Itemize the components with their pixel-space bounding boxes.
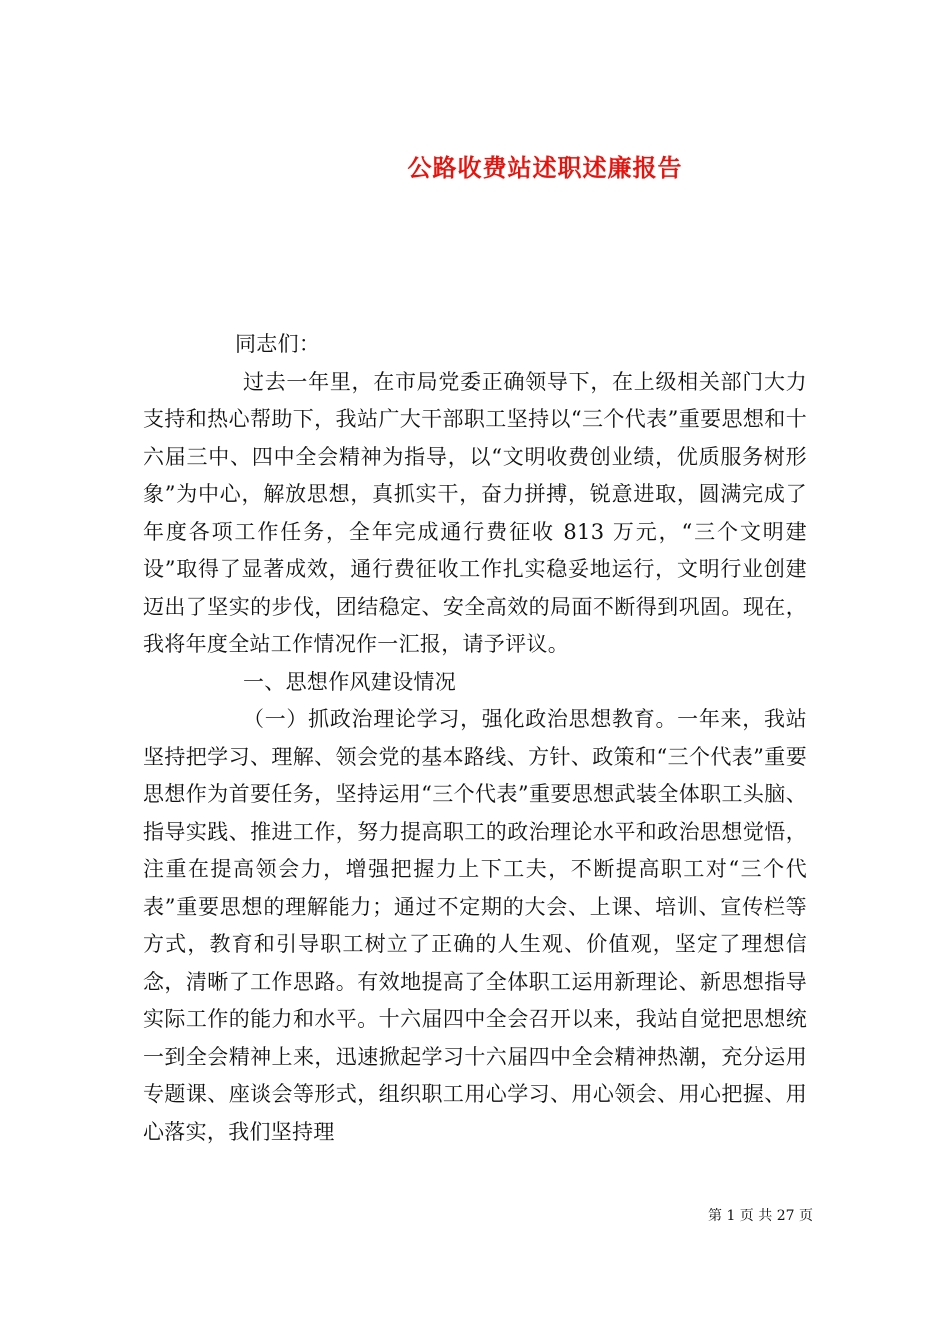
document-body [143, 326, 807, 1151]
document-title: 公路收费站述职述廉报告 [407, 153, 683, 183]
section-heading: 一、思想作风建设情况 [243, 669, 456, 694]
page-number: 第 1 页 共 27 页 [708, 1208, 813, 1224]
section-paragraph: （一）抓政治理论学习，强化政治思想教育。一年来，我站坚持把学习、理解、领会党的基本路线、方针、政策和“三个代表”重要思想作为首要任务，坚持运用“三个代表”重要思想武装全体职工头脑、指导实践、推进工作，努力提高职工的政治理论水平和政治思想觉悟，注重在提高领会力，增强把握力上下工夫，不断提高职工对“三个代表”重要思想的理解能力；通过不定期的大会、上课、培训、宣传栏等方式，教育和引导职工树立了正确的人生观、价值观，坚定了理想信念，清晰了工作思路。有效地提高了全体职工运用新理论、新思想指导实际工作的能力和水平。十六届四中全会召开以来，我站自觉把思想统一到全会精神上来，迅速掀起学习十六届四中全会精神热潮，充分运用专题课、座谈会等形式，组织职工用心学习、用心领会、用心把握、用心落实，我们坚持理 [143, 707, 807, 1144]
intro-paragraph: 过去一年里，在市局党委正确领导下，在上级相关部门大力支持和热心帮助下，我站广大干部职工坚持以“三个代表”重要思想和十六届三中、四中全会精神为指导，以“文明收费创业绩，优质服务树形象”为中心，解放思想，真抓实干，奋力拼搏，锐意进取，圆满完成了年度各项工作任务，全年完成通行费征收 813 万元，“三个文明建设”取得了显著成效，通行费征收工作扎实稳妥地运行，文明行业创建迈出了坚实的步伐，团结稳定、安全高效的局面不断得到巩固。现在，我将年度全站工作情况作一汇报，请予评议。 [143, 369, 807, 656]
salutation: 同志们： [235, 332, 321, 356]
